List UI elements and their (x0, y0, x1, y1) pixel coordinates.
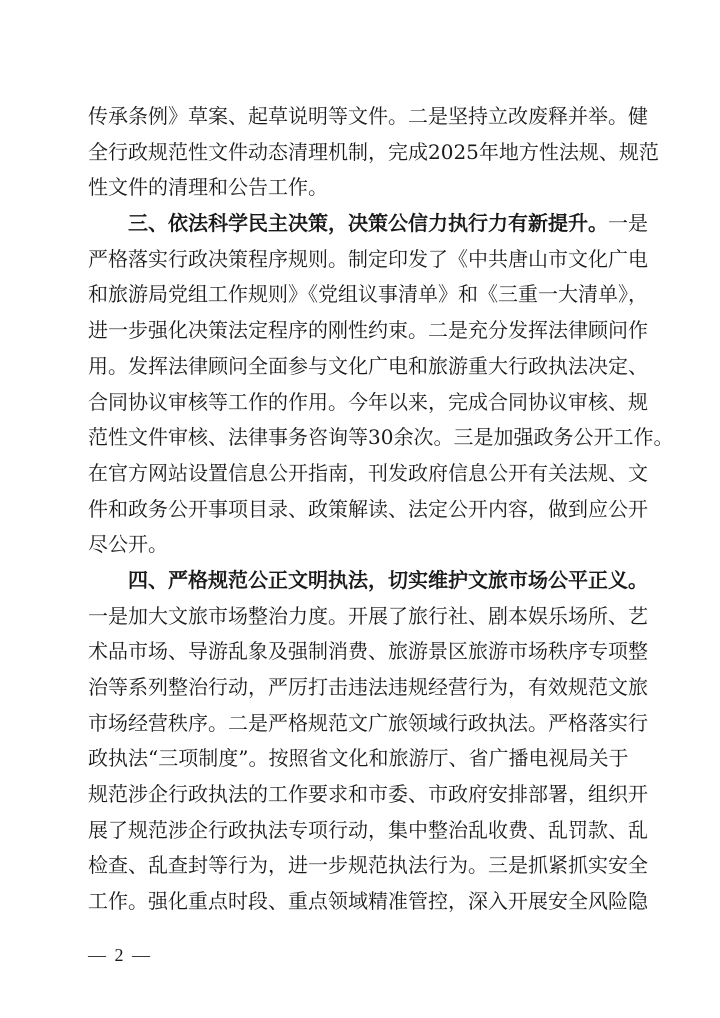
text-line (88, 741, 628, 777)
text-line (88, 135, 659, 171)
line-text: 一是 (608, 211, 648, 236)
line-text: 尽公开。 (88, 532, 168, 557)
line-text: 传承条例》草案、起草说明等文件。二是坚持立改废释并举。健 (88, 104, 648, 128)
line-text: 术品市场、导游乱象及强制消费、旅游景区旅游市场秩序专项整 (88, 639, 648, 664)
line-text: 政执法“三项制度”。按照省文化和旅游厅、省广播电视局关于 (88, 746, 629, 771)
text-line (88, 242, 648, 278)
section-heading-three: 三、依法科学民主决策，决策公信力执行力有新提升。 (128, 211, 608, 236)
body-text (88, 99, 674, 920)
line-text: 进一步强化决策法定程序的刚性约束。二是充分发挥法律顾问作 (88, 318, 648, 343)
text-line (88, 99, 648, 135)
section-heading-line (88, 563, 648, 599)
text-line (88, 456, 648, 492)
text-line (88, 634, 648, 670)
text-line (88, 670, 648, 706)
line-text: 和旅游局党组工作规则》《党组议事清单》和《三重一大清单》， (88, 282, 648, 307)
text-line (88, 884, 648, 920)
text-line (88, 349, 648, 385)
line-text: 在官方网站设置信息公开指南，刊发政府信息公开有关法规、文 (88, 460, 648, 485)
text-line (88, 385, 648, 421)
line-text: 检查、乱查封等行为，进一步规范执法行为。三是抓紧抓实安全 (88, 853, 648, 878)
line-text: 工作。强化重点时段、重点领域精准管控，深入开展安全风险隐 (88, 889, 648, 914)
line-text: 严格落实行政决策程序规则。制定印发了《中共唐山市文化广电 (88, 246, 648, 271)
text-line (88, 313, 648, 349)
line-text: 规范涉企行政执法的工作要求和市委、市政府安排部署，组织开 (88, 782, 648, 807)
text-line (88, 170, 628, 206)
line-text: 件和政务公开事项目录、政策解读、法定公开内容，做到应公开 (88, 496, 648, 521)
line-text: 市场经营秩序。二是严格规范文广旅领域行政执法。严格落实行 (88, 710, 648, 735)
text-line (88, 599, 648, 635)
section-heading-line (88, 206, 648, 242)
text-line (88, 527, 628, 563)
line-text: 范性文件审核、法律事务咨询等30余次。三是加强政务公开工作。 (88, 425, 674, 450)
line-text: 合同协议审核等工作的作用。今年以来，完成合同协议审核、规 (88, 389, 648, 414)
text-line (88, 420, 674, 456)
section-heading-four: 四、严格规范公正文明执法，切实维护文旅市场公平正义。 (128, 567, 648, 592)
page-number: — 2 — (88, 945, 152, 965)
line-text: 全行政规范性文件动态清理机制，完成2025年地方性法规、规范 (88, 139, 659, 164)
text-line (88, 706, 648, 742)
text-line (88, 813, 648, 849)
text-line (88, 777, 648, 813)
text-line (88, 492, 648, 528)
line-text: 展了规范涉企行政执法专项行动，集中整治乱收费、乱罚款、乱 (88, 817, 648, 842)
line-text: 一是加大文旅市场整治力度。开展了旅行社、剧本娱乐场所、艺 (88, 603, 648, 628)
line-text: 用。发挥法律顾问全面参与文化广电和旅游重大行政执法决定、 (88, 353, 648, 378)
text-line (88, 277, 648, 313)
line-text: 治等系列整治行动，严厉打击违法违规经营行为，有效规范文旅 (88, 675, 648, 699)
line-text: 性文件的清理和公告工作。 (88, 175, 328, 200)
text-line (88, 848, 648, 884)
